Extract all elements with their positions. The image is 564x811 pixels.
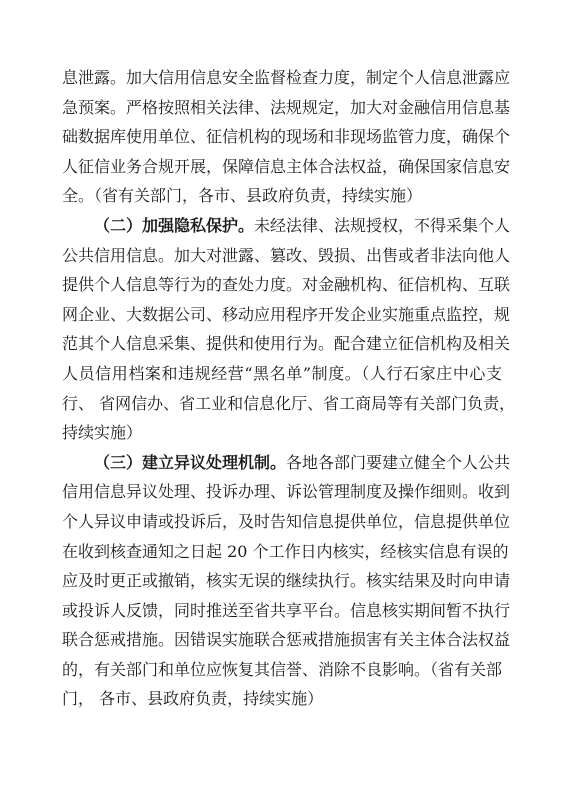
text-line: 行、 省网信办、省工业和信息化厅、省工商局等有关部门负责， — [62, 393, 516, 413]
document-page — [62, 63, 516, 714]
text-line: 公共信用信息。加大对泄露、篡改、毁损、出售或者非法向他人 — [62, 245, 511, 265]
text-line: 人员信用档案和违规经营“黑名单”制度。（人行石家庄中心支 — [62, 363, 502, 383]
text-line — [62, 448, 511, 478]
text-line: 息泄露。加大信用信息安全监督检查力度，制定个人信息泄露应 — [62, 68, 511, 87]
text-line: 信用信息异议处理、投诉办理、诉讼管理制度及操作细则。收到 — [62, 482, 511, 502]
text-line: 范其个人信息采集、提供和使用行为。配合建立征信机构及相关 — [62, 334, 511, 354]
section-heading: （三）建立异议处理机制。 — [94, 452, 287, 472]
section-heading: （二）加强隐私保护。 — [94, 215, 255, 235]
text-line: 的，有关部门和单位应恢复其信誉、消除不良影响。（省有关部 — [62, 659, 503, 679]
text-line: 门， 各市、县政府负责，持续实施） — [62, 689, 324, 709]
paragraph-1 — [62, 63, 511, 211]
text-line: 础数据库使用单位、征信机构的现场和非现场监管力度，确保个 — [62, 127, 511, 147]
text-line: 个人异议申请或投诉后，及时告知信息提供单位，信息提供单位 — [62, 511, 511, 531]
text-line: 或投诉人反馈，同时推送至省共享平台。信息核实期间暂不执行 — [62, 600, 511, 620]
text-line: 全。（省有关部门，各市、县政府负责，持续实施） — [62, 186, 423, 206]
paragraph-2 — [62, 211, 516, 448]
text-line: 人征信业务合规开展，保障信息主体合法权益，确保国家信息安 — [62, 156, 511, 176]
text-line: 联合惩戒措施。因错误实施联合惩戒措施损害有关主体合法权益 — [62, 630, 511, 650]
text-line — [62, 211, 511, 241]
paragraph-3 — [62, 448, 511, 714]
text-run: 各地各部门要建立健全个人公共 — [286, 452, 511, 472]
text-line: 在收到核查通知之日起 20 个工作日内核实，经核实信息有误的 — [62, 541, 509, 561]
text-run: 未经法律、法规授权，不得采集个人 — [254, 215, 511, 235]
text-line: 提供个人信息等行为的查处力度。对金融机构、征信机构、互联 — [62, 275, 511, 295]
text-line: 网企业、大数据公司、移动应用程序开发企业实施重点监控，规 — [62, 304, 511, 324]
text-line: 应及时更正或撤销，核实无误的继续执行。核实结果及时向申请 — [62, 571, 511, 591]
text-line: 急预案。严格按照相关法律、法规规定，加大对金融信用信息基 — [62, 97, 511, 117]
text-line: 持续实施） — [62, 423, 143, 443]
